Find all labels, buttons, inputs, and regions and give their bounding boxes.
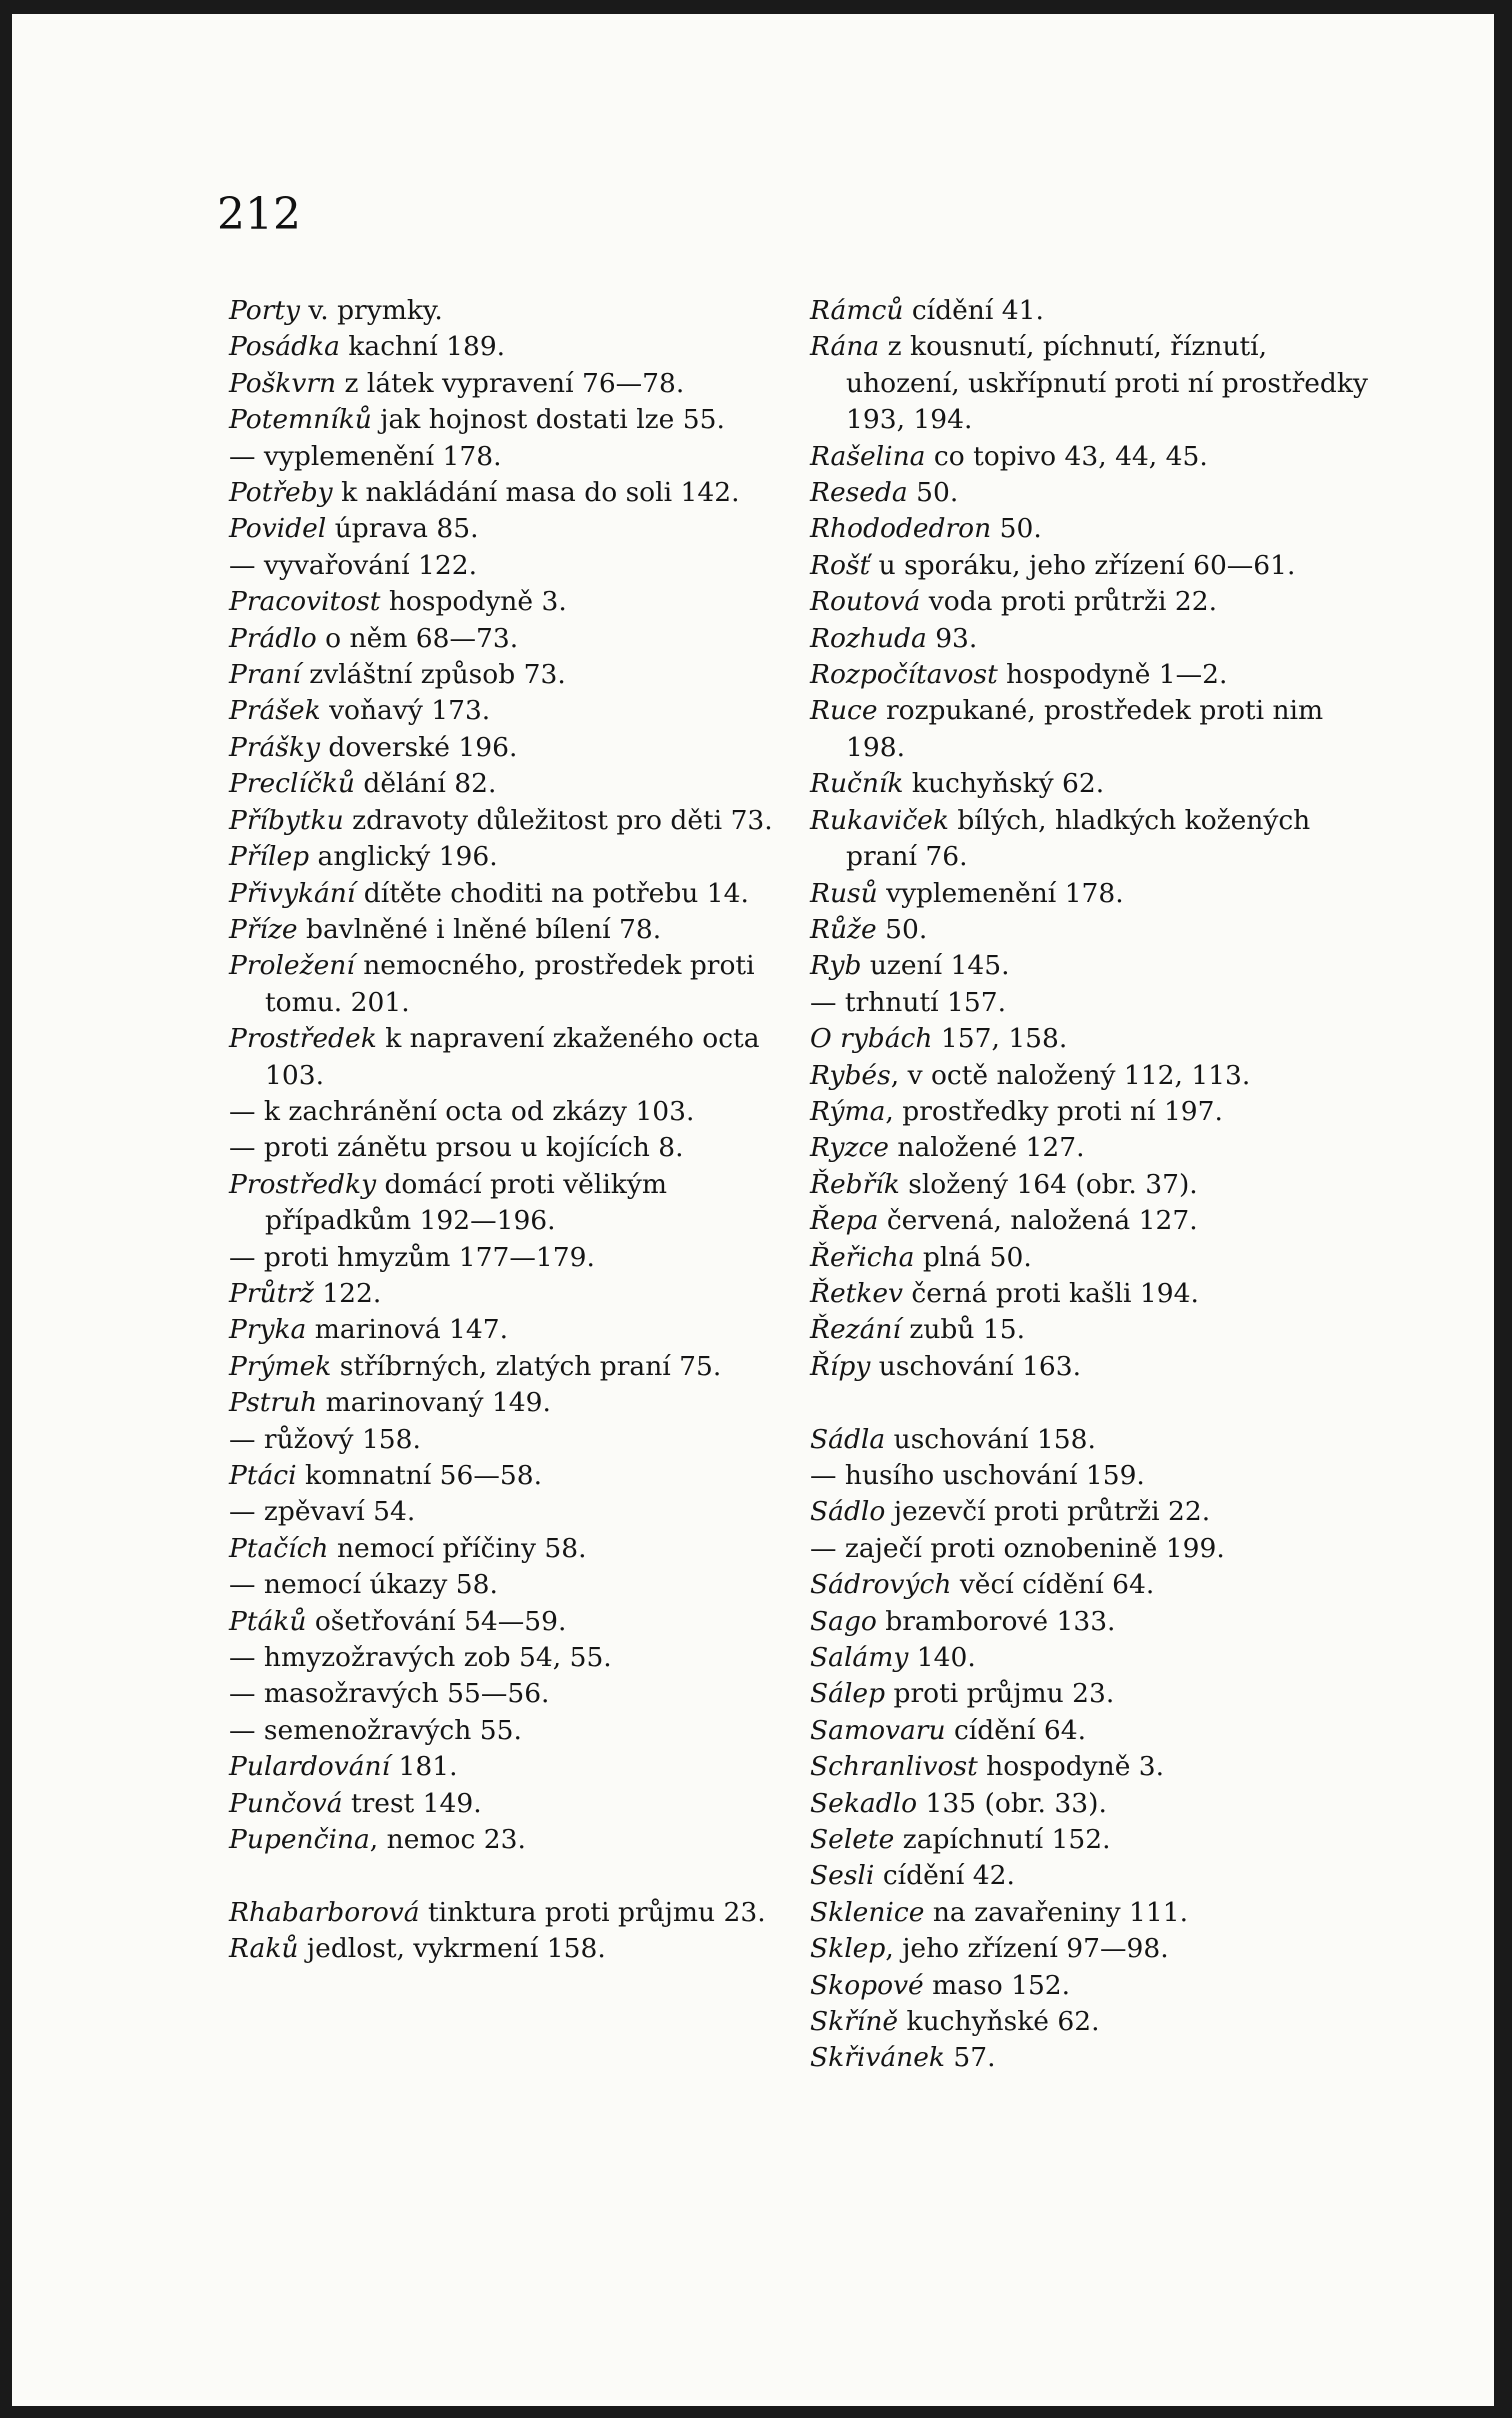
index-text: zvláštní způsob 73. [300,659,566,691]
page-number: 212 [217,189,301,240]
index-entry [229,766,789,802]
index-text: — zaječí proti oznobenině 199. [810,1532,1225,1564]
index-entry [229,657,789,693]
index-term: Rýma [810,1095,886,1127]
index-text: červená, naložená 127. [878,1205,1198,1237]
index-text: — nemocí úkazy 58. [229,1569,498,1601]
index-term: Přílep [229,841,310,873]
index-entry [810,2004,1370,2040]
index-entry [810,1312,1370,1348]
index-entry [229,366,789,402]
index-term: Prádlo [229,622,317,654]
index-term: Pstruh [229,1387,318,1419]
index-text: uzení 145. [861,950,1010,982]
index-text: na zavařeniny 111. [924,1896,1189,1928]
index-text: složený 164 (obr. 37). [899,1168,1198,1200]
index-term: Skřivánek [810,2042,945,2074]
index-text: — hmyzožravých zob 54, 55. [229,1642,612,1674]
index-text: tinktura proti průjmu 23. [419,1896,766,1928]
index-text: z látek vypravení 76—78. [336,367,685,399]
index-text: vyplemenění 178. [877,877,1124,909]
index-text: marinová 147. [306,1314,509,1346]
index-term: Příze [229,913,298,945]
index-text: 93. [926,622,978,654]
index-term: Routová [810,586,921,618]
index-term: Potřeby [229,477,333,509]
index-term: Prostředky [229,1168,377,1200]
index-term: Řezání [810,1314,901,1346]
index-entry [229,511,789,547]
index-term: Punčová [229,1787,343,1819]
index-entry [810,329,1370,438]
index-text: černá proti kašli 194. [903,1277,1199,1309]
index-text: — proti hmyzům 177—179. [229,1241,595,1273]
index-text: — vyplemenění 178. [229,440,502,472]
index-text: voda proti průtrži 22. [920,586,1218,618]
index-entry [810,475,1370,511]
index-term: Rašelina [810,440,926,472]
index-text: 50. [876,913,928,945]
index-text: — růžový 158. [229,1423,421,1455]
index-text: u sporáku, jeho zřízení 60—61. [870,549,1296,581]
index-term: Rozhuda [810,622,927,654]
section-gap [229,1858,789,1894]
index-text: marinovaný 149. [317,1387,551,1419]
index-text: zapíchnutí 152. [894,1824,1111,1856]
index-text: 135 (obr. 33). [917,1787,1107,1819]
index-entry [229,1494,789,1530]
index-entry [810,1567,1370,1603]
index-entry [229,1458,789,1494]
index-entry [229,948,789,1021]
index-text: hospodyně 3. [977,1751,1165,1783]
index-entry [810,985,1370,1021]
index-term: Rusů [810,877,878,909]
index-entry [229,1604,789,1640]
index-entry [810,1895,1370,1931]
index-term: Praní [229,659,301,691]
index-text: zdravoty důležitost pro děti 73. [343,804,773,836]
index-entry [229,1312,789,1348]
index-entry [229,730,789,766]
index-entry [810,1858,1370,1894]
index-text: maso 152. [923,1969,1071,2001]
index-term: Ryb [810,950,862,982]
index-text: , nemoc 23. [369,1824,526,1856]
index-term: Skříně [810,2006,899,2038]
index-column-left [229,293,789,1968]
index-entry [229,876,789,912]
index-text: — semenožravých 55. [229,1714,522,1746]
index-text: z kousnutí, píchnutí, říznutí, uhození, uskřípnutí proti ní prostředky 193, 194. [846,331,1368,436]
index-term: Sklep [810,1933,886,1965]
index-text: — vyvařování 122. [229,549,477,581]
index-entry [810,1931,1370,1967]
index-text: 50. [991,513,1042,545]
index-term: Pracovitost [229,586,381,618]
index-text: rozpukané, prostředek proti nim 198. [846,695,1324,763]
index-term: Porty [229,295,300,326]
index-entry [229,1931,789,1967]
index-entry [810,693,1370,766]
index-text: kachní 189. [339,331,506,363]
index-text: co topivo 43, 44, 45. [925,440,1208,472]
index-term: Rukaviček [810,804,949,836]
index-entry [810,439,1370,475]
index-term: Sálep [810,1678,886,1710]
index-text: k nakládání masa do soli 142. [332,477,740,509]
index-text: — trhnutí 157. [810,986,1006,1018]
index-term: Rámců [810,295,904,326]
index-entry [229,1531,789,1567]
index-entry [229,1276,789,1312]
index-entry [229,1240,789,1276]
index-entry [229,1713,789,1749]
index-entry [810,584,1370,620]
index-text: bramborové 133. [876,1605,1116,1637]
index-entry [810,1276,1370,1312]
index-entry [229,1094,789,1130]
index-entry [229,1167,789,1240]
index-term: Sago [810,1605,877,1637]
index-term: Řípy [810,1350,871,1382]
index-entry [810,948,1370,984]
index-entry [229,1822,789,1858]
index-text: zubů 15. [900,1314,1026,1346]
index-text: naložené 127. [888,1132,1085,1164]
index-text: — zpěvaví 54. [229,1496,416,1528]
index-entry [229,475,789,511]
index-entry [229,439,789,475]
index-text: , prostředky proti ní 197. [885,1095,1223,1127]
index-term: Rána [810,331,880,363]
index-entry [810,548,1370,584]
index-text: bílých, hladkých kožených praní 76. [846,804,1311,873]
index-term: Řetkev [810,1277,903,1309]
index-term: Sklenice [810,1896,925,1928]
index-text: 157, 158. [932,1023,1068,1055]
index-entry [229,693,789,729]
index-entry [810,1749,1370,1785]
index-term: Řepa [810,1205,879,1237]
index-text: o něm 68—73. [316,622,519,654]
index-term: Pupenčina [229,1824,370,1856]
index-text: úprava 85. [326,513,479,545]
index-term: Poškvrn [229,367,337,399]
index-entry [229,1895,789,1931]
index-term: Rošť [810,549,871,581]
index-entry [229,1422,789,1458]
index-text: kuchyňské 62. [898,2006,1100,2038]
index-entry [810,1167,1370,1203]
index-term: Řeřicha [810,1241,915,1273]
index-term: Potemníků [229,404,372,436]
index-entry [229,803,789,839]
index-entry [229,329,789,365]
index-term: Prostředek [229,1023,377,1055]
index-term: Skopové [810,1969,924,2001]
index-term: Reseda [810,477,908,509]
index-text: cídění 41. [903,295,1044,326]
index-text: voňavý 173. [320,695,491,727]
index-entry [810,621,1370,657]
index-entry [229,1567,789,1603]
index-term: Raků [229,1933,299,1965]
book-page [12,14,1494,2406]
index-entry [810,1240,1370,1276]
index-text: komnatní 56—58. [296,1460,543,1491]
index-text: — husího uschování 159. [810,1459,1145,1491]
index-text: kuchyňský 62. [903,768,1105,800]
index-entry [229,1676,789,1712]
index-term: Ruce [810,695,878,727]
index-term: O rybách [810,1023,933,1055]
index-entry [810,511,1370,547]
index-term: Sesli [810,1860,875,1892]
index-term: Pulardování [229,1751,391,1783]
index-term: Posádka [229,331,340,363]
index-entry [229,1349,789,1385]
index-text: domácí proti vělikým případkům 192—196. [265,1168,667,1237]
index-term: Příbytku [229,804,344,836]
index-text: cídění 64. [945,1714,1087,1746]
index-text: stříbrných, zlatých praní 75. [331,1350,722,1382]
section-gap [810,1385,1370,1421]
index-entry [810,1968,1370,2004]
index-term: Průtrž [229,1277,314,1309]
index-entry [229,402,789,438]
index-term: Sádla [810,1423,886,1455]
index-entry [229,1021,789,1094]
index-term: Přivykání [229,877,356,909]
index-text: doverské 196. [319,731,518,763]
index-entry [810,803,1370,876]
index-term: Ptačích [229,1532,329,1564]
index-term: Prášky [229,731,320,763]
index-text: v. prymky. [300,295,443,326]
index-term: Pryka [229,1314,307,1346]
index-text: cídění 42. [874,1860,1015,1892]
index-term: Rozpočítavost [810,659,998,691]
index-entry [810,1021,1370,1057]
index-entry [810,657,1370,693]
index-entry [810,1822,1370,1858]
index-term: Ptáků [229,1605,307,1637]
index-entry [810,1640,1370,1676]
index-term: Rhododedron [810,513,992,545]
index-entry [810,1058,1370,1094]
index-text: nemocí příčiny 58. [328,1532,587,1564]
index-entry [229,548,789,584]
index-entry [810,1604,1370,1640]
index-term: Preclíčků [229,768,355,800]
index-text: věcí cídění 64. [951,1569,1155,1601]
index-entry [810,2040,1370,2076]
index-entry [810,1094,1370,1130]
index-text: jedlost, vykrmení 158. [298,1933,606,1965]
index-entry [229,1385,789,1421]
index-text: bavlněné i lněné bílení 78. [297,913,662,945]
index-text: hospodyně 1—2. [997,659,1228,691]
index-term: Řebřík [810,1168,900,1200]
index-term: Růže [810,913,877,945]
index-entry [229,621,789,657]
index-entry [229,912,789,948]
index-term: Ručník [810,768,904,800]
index-entry [229,1749,789,1785]
index-text: hospodyně 3. [380,586,567,618]
index-text: uschování 163. [870,1350,1082,1382]
index-term: Ptáci [229,1460,297,1491]
index-text: 50. [907,477,959,509]
index-text: uschování 158. [885,1423,1096,1455]
index-term: Rybés [810,1059,891,1091]
index-term: Sekadlo [810,1787,918,1819]
index-term: Sádrových [810,1569,952,1601]
index-entry [229,584,789,620]
index-text: 140. [908,1642,976,1674]
index-entry [810,293,1370,329]
index-text: k napravení zkaženého octa 103. [265,1023,760,1091]
index-entry [229,1640,789,1676]
index-text: jezevčí proti průtrži 22. [885,1496,1211,1528]
index-term: Schranlivost [810,1751,978,1783]
index-text: proti průjmu 23. [885,1678,1115,1710]
index-text: dělání 82. [354,768,497,800]
index-entry [810,912,1370,948]
index-entry [810,1130,1370,1166]
index-term: Selete [810,1824,895,1856]
index-text: trest 149. [342,1787,482,1819]
index-text: anglický 196. [309,841,498,873]
index-term: Sádlo [810,1496,886,1528]
index-text: plná 50. [914,1241,1032,1273]
index-entry [229,839,789,875]
index-text: — masožravých 55—56. [229,1678,550,1710]
index-term: Prýmek [229,1350,332,1382]
index-term: Prášek [229,695,321,727]
index-text: 122. [313,1277,382,1309]
index-text: nemocného, prostředek proti tomu. 201. [265,950,755,1018]
index-text: — proti zánětu prsou u kojících 8. [229,1132,684,1164]
index-entry [810,1458,1370,1494]
index-entry [229,293,789,329]
index-term: Rhabarborová [229,1896,420,1928]
index-entry [229,1130,789,1166]
index-text: 181. [390,1751,458,1783]
index-column-right [810,293,1370,2077]
index-text: ošetřování 54—59. [306,1605,567,1637]
index-entry [810,1676,1370,1712]
index-entry [810,766,1370,802]
index-term: Ryzce [810,1132,889,1164]
index-entry [810,1786,1370,1822]
index-text: jak hojnost dostati lze 55. [371,404,725,436]
index-entry [229,1786,789,1822]
index-term: Proležení [229,950,355,982]
index-term: Salámy [810,1642,909,1674]
index-entry [810,1203,1370,1239]
index-text: , v octě naložený 112, 113. [890,1059,1251,1091]
index-entry [810,876,1370,912]
index-entry [810,1494,1370,1530]
index-entry [810,1713,1370,1749]
index-entry [810,1349,1370,1385]
index-text: — k zachránění octa od zkázy 103. [229,1095,695,1127]
index-text: 57. [944,2042,996,2074]
index-term: Povidel [229,513,327,545]
index-entry [810,1422,1370,1458]
index-entry [810,1531,1370,1567]
index-text: , jeho zřízení 97—98. [885,1933,1169,1965]
index-text: dítěte choditi na potřebu 14. [355,877,749,909]
index-term: Samovaru [810,1714,946,1746]
